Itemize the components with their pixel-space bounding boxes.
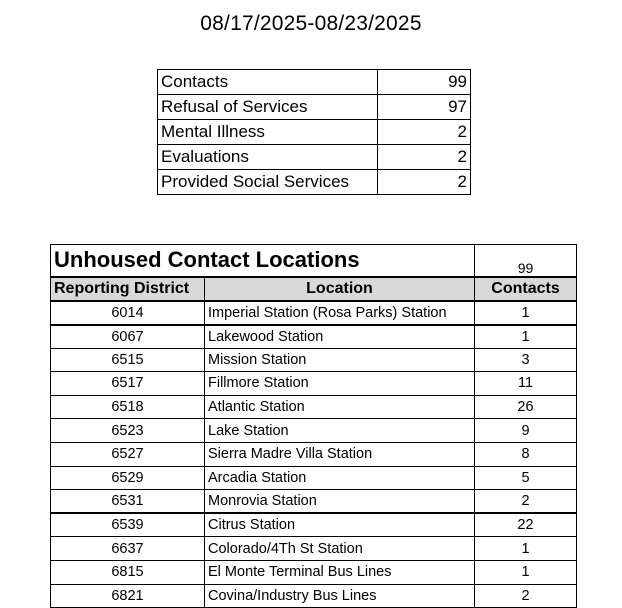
contacts-cell: 2 <box>475 584 577 608</box>
summary-row-social-services <box>158 170 471 195</box>
table-row <box>51 419 577 443</box>
locations-header-row <box>51 277 577 301</box>
location-cell: Imperial Station (Rosa Parks) Station <box>205 301 475 325</box>
table-row <box>51 348 577 372</box>
district-cell: 6821 <box>51 584 205 608</box>
district-cell: 6637 <box>51 537 205 561</box>
contacts-cell: 1 <box>475 537 577 561</box>
summary-label: Mental Illness <box>158 120 378 145</box>
district-cell: 6517 <box>51 372 205 396</box>
location-cell: Lakewood Station <box>205 325 475 349</box>
header-reporting-district: Reporting District <box>51 277 205 301</box>
summary-label: Contacts <box>158 70 378 95</box>
district-cell: 6014 <box>51 301 205 325</box>
contacts-cell: 9 <box>475 419 577 443</box>
table-row <box>51 560 577 584</box>
header-contacts: Contacts <box>475 277 577 301</box>
table-row <box>51 301 577 325</box>
location-cell: Colorado/4Th St Station <box>205 537 475 561</box>
location-cell: Monrovia Station <box>205 490 475 514</box>
contacts-cell: 2 <box>475 490 577 514</box>
contacts-cell: 5 <box>475 466 577 490</box>
district-cell: 6527 <box>51 442 205 466</box>
locations-title: Unhoused Contact Locations <box>51 245 475 277</box>
location-cell: Arcadia Station <box>205 466 475 490</box>
contacts-cell: 22 <box>475 513 577 537</box>
summary-value: 99 <box>378 70 471 95</box>
location-cell: Lake Station <box>205 419 475 443</box>
table-row <box>51 490 577 514</box>
contacts-cell: 8 <box>475 442 577 466</box>
summary-row-refusal <box>158 95 471 120</box>
table-row <box>51 584 577 608</box>
date-range-title: 08/17/2025-08/23/2025 <box>200 12 422 35</box>
district-cell: 6539 <box>51 513 205 537</box>
summary-value: 97 <box>378 95 471 120</box>
summary-label: Refusal of Services <box>158 95 378 120</box>
table-row <box>51 325 577 349</box>
district-cell: 6523 <box>51 419 205 443</box>
district-cell: 6529 <box>51 466 205 490</box>
location-cell: El Monte Terminal Bus Lines <box>205 560 475 584</box>
district-cell: 6515 <box>51 348 205 372</box>
summary-row-mental-illness <box>158 120 471 145</box>
location-cell: Covina/Industry Bus Lines <box>205 584 475 608</box>
summary-row-evaluations <box>158 145 471 170</box>
district-cell: 6067 <box>51 325 205 349</box>
summary-label: Evaluations <box>158 145 378 170</box>
summary-value: 2 <box>378 170 471 195</box>
location-cell: Mission Station <box>205 348 475 372</box>
table-row <box>51 395 577 419</box>
location-cell: Citrus Station <box>205 513 475 537</box>
location-cell: Sierra Madre Villa Station <box>205 442 475 466</box>
locations-total: 99 <box>475 245 577 277</box>
contacts-cell: 1 <box>475 325 577 349</box>
summary-value: 2 <box>378 145 471 170</box>
table-row <box>51 442 577 466</box>
contacts-cell: 1 <box>475 301 577 325</box>
locations-table <box>50 244 577 608</box>
header-location: Location <box>205 277 475 301</box>
summary-value: 2 <box>378 120 471 145</box>
district-cell: 6518 <box>51 395 205 419</box>
table-row <box>51 513 577 537</box>
table-row <box>51 466 577 490</box>
contacts-cell: 11 <box>475 372 577 396</box>
summary-label: Provided Social Services <box>158 170 378 195</box>
summary-table <box>157 69 471 195</box>
contacts-cell: 1 <box>475 560 577 584</box>
location-cell: Atlantic Station <box>205 395 475 419</box>
contacts-cell: 3 <box>475 348 577 372</box>
district-cell: 6531 <box>51 490 205 514</box>
locations-title-row <box>51 245 577 277</box>
table-row <box>51 372 577 396</box>
summary-row-contacts <box>158 70 471 95</box>
contacts-cell: 26 <box>475 395 577 419</box>
table-row <box>51 537 577 561</box>
district-cell: 6815 <box>51 560 205 584</box>
location-cell: Fillmore Station <box>205 372 475 396</box>
